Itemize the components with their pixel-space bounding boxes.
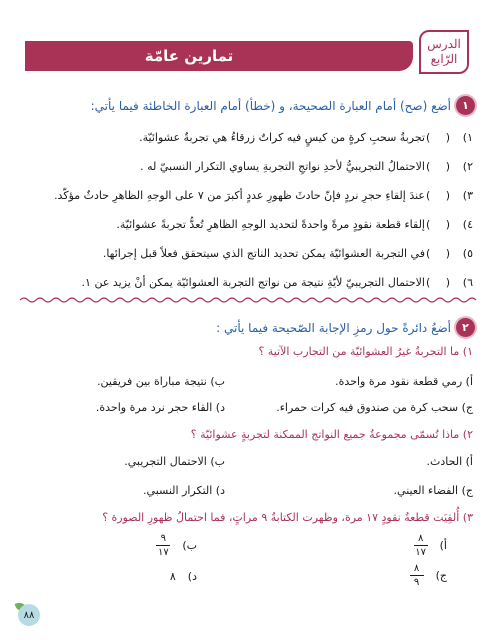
page-title: تمارين عامّة <box>144 47 234 65</box>
answer-blank[interactable]: ( ) <box>425 247 457 260</box>
option-label: ب) <box>182 539 197 552</box>
option-value: ٨ <box>169 570 176 583</box>
q2-option-a[interactable]: أ) الحادث. <box>426 455 473 468</box>
answer-blank[interactable]: ( ) <box>425 218 457 231</box>
question-1: ١) ما التجربةُ غيرُ العشوائيّة من التجارب الآتية ؟ <box>258 345 473 358</box>
q1-option-d[interactable]: د) القاء حجر نرد مرة واحدة. <box>95 401 225 414</box>
item-number: ٦) <box>462 276 473 289</box>
answer-blank[interactable]: ( ) <box>425 131 457 144</box>
list-item <box>15 181 473 210</box>
numerator: ٨ <box>413 563 420 574</box>
list-item <box>15 210 473 239</box>
fraction-bar <box>410 575 424 576</box>
answer-blank[interactable]: ( ) <box>425 160 457 173</box>
statement-text: الاحتمالُ التجريبيُّ لأحدِ نواتجِ التجربةِ يساوي التكرار النسبيّ له . <box>140 160 425 173</box>
item-number: ٢) <box>462 160 473 173</box>
denominator: ١٧ <box>157 547 169 558</box>
item-number: ٣) <box>462 189 473 202</box>
answer-blank[interactable]: ( ) <box>425 189 457 202</box>
exercise2-heading <box>216 318 475 337</box>
denominator: ٩ <box>413 577 420 588</box>
q3-option-b[interactable] <box>156 533 197 558</box>
option-label: د) <box>187 570 197 583</box>
true-false-list <box>15 123 473 297</box>
q1-option-b[interactable]: ب) نتيجة مباراة بين فريقين. <box>97 375 225 388</box>
fraction <box>410 563 424 588</box>
fraction <box>414 533 428 558</box>
q1-option-c[interactable]: ج) سحب كرة من صندوق فيه كرات حمراء. <box>276 401 473 414</box>
statement-text: في التجربة العشوائيّة يمكن تحديد الناتج الذي سيتحقق فعلاً قبل إجرائها. <box>102 247 425 260</box>
denominator: ١٧ <box>415 547 427 558</box>
title-bar <box>25 41 413 71</box>
numerator: ٨ <box>417 533 424 544</box>
fraction <box>156 533 170 558</box>
exercise1-instruction: أضع (صح) أمام العبارة الصحيحة، و (خطأ) أمام العبارة الخاطئة فيما يأتي: <box>90 98 451 113</box>
list-item <box>15 268 473 297</box>
statement-text: إلقاء قطعة نقودٍ مرةً واحدةً لتحديد الوجهِ الظاهرِ تُعدُّ تجربةً عشوائيّة. <box>116 218 425 231</box>
lesson-label-box <box>419 30 469 74</box>
question-3: ٣) أُلقِيَت قطعةُ نقودٍ ١٧ مرة، وظهرت الكتابةُ ٩ مراتٍ، فما احتمالُ ظهورِ الصورة ؟ <box>102 511 473 524</box>
exercise1-heading <box>91 96 475 115</box>
q3-option-a[interactable] <box>414 533 447 558</box>
q3-option-d[interactable] <box>170 570 197 583</box>
lesson-label-line2: الرّابع <box>430 52 458 66</box>
wavy-divider <box>20 296 478 304</box>
statement-text: عندَ إلقاءِ حجرِ نردٍ فإنّ حادثَ ظهورِ عددٍ أكبرَ من ٧ على الوجهِ الظاهرِ حادثٌ مؤكّد. <box>54 189 425 202</box>
exercise2-number: ٢ <box>456 318 475 337</box>
q2-option-b[interactable]: ب) الاحتمال التجريبي. <box>124 455 225 468</box>
q3-option-c[interactable] <box>410 563 447 588</box>
numerator: ٩ <box>160 533 167 544</box>
list-item <box>15 152 473 181</box>
answer-blank[interactable]: ( ) <box>425 276 457 289</box>
statement-text: تجربةُ سحبِ كرةٍ من كيسٍ فيه كراتٌ زرقاءُ هي تجربةٌ عشوائيّة. <box>139 131 425 144</box>
exercise2-instruction: أضعُ دائرةً حول رمزِ الإجابة الصّحيحة فيما يأتي : <box>216 320 451 335</box>
option-label: أ) <box>439 539 447 552</box>
item-number: ٥) <box>462 247 473 260</box>
item-number: ١) <box>462 131 473 144</box>
question-2: ٢) ماذا تُسمّى مجموعةُ جميع النواتج الممكنة لتجربةٍ عشوائيّة ؟ <box>190 428 473 441</box>
item-number: ٤) <box>462 218 473 231</box>
q2-option-c[interactable]: ج) الفضاء العيني. <box>393 484 473 497</box>
lesson-label-line1: الدرس <box>427 37 461 51</box>
exercise1-number: ١ <box>456 96 475 115</box>
q1-option-a[interactable]: أ) رمي قطعة نقود مرة واحدة. <box>335 375 473 388</box>
fraction-bar <box>156 545 170 546</box>
list-item <box>15 239 473 268</box>
page-number: ٨٨ <box>18 604 40 626</box>
fraction-bar <box>414 545 428 546</box>
statement-text: الاحتمال التجريبيّ لأيّةِ نتيجة من نواتج التجربة العشوائيّة يمكن أنْ يزيد عن ١. <box>81 276 425 289</box>
list-item <box>15 123 473 152</box>
option-label: ج) <box>435 569 447 582</box>
q2-option-d[interactable]: د) التكرار النسبي. <box>143 484 225 497</box>
